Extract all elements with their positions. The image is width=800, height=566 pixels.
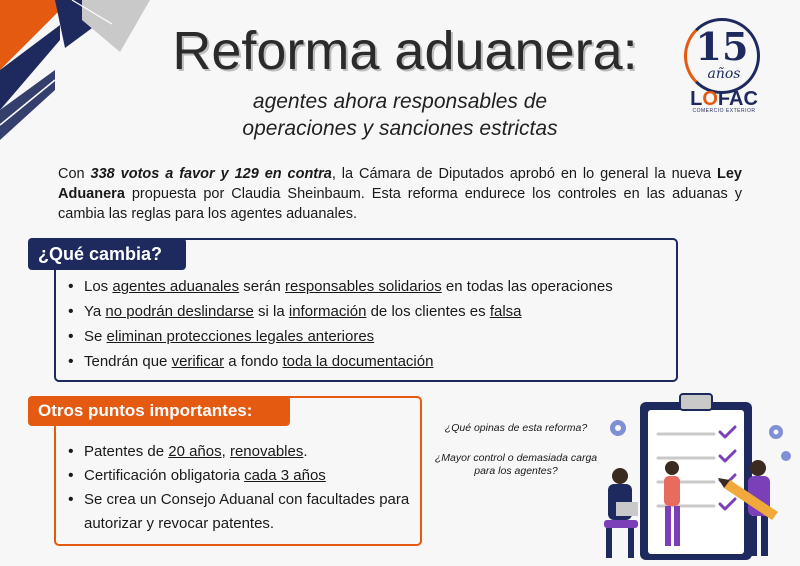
list-item: • Patentes de 20 años, renovables. — [62, 440, 412, 464]
subtitle-line-2: operaciones y sanciones estrictas — [242, 117, 558, 140]
page-subtitle — [190, 88, 610, 142]
logo-brand: LOFAC — [690, 88, 758, 110]
intro-paragraph: Con 338 votos a favor y 129 en contra, la Cámara de Diputados aprobó en lo general la nueva Ley Aduanera propuesta por Claudia Sheinbaum. Esta reforma endurece los controles en las aduanas y cambia las reglas para los agentes aduanales. — [58, 166, 742, 222]
decorative-corner — [0, 0, 160, 160]
list-item: • Los agentes aduanales serán responsables solidarios en todas las operaciones — [62, 274, 672, 299]
vote-count: 338 votos a favor y 129 en contra — [90, 166, 332, 182]
other-points-list — [62, 440, 412, 536]
question-opinion: ¿Qué opinas de esta reforma? — [444, 422, 588, 434]
section-what-changes-header: ¿Qué cambia? — [28, 238, 186, 270]
logo-years: años — [707, 66, 741, 82]
checklist-clipboard-illustration — [596, 384, 800, 564]
page-title: Reforma aduanera: — [172, 21, 638, 81]
list-item: • Certificación obligatoria cada 3 años — [62, 464, 412, 488]
question-control: ¿Mayor control o demasiada carga para los agentes? — [434, 452, 598, 477]
logo-tagline: COMERCIO EXTERIOR — [692, 108, 756, 114]
what-changes-list — [62, 274, 672, 374]
logo-number: 15 — [695, 24, 749, 69]
list-item: • Se crea un Consejo Aduanal con facultades para autorizar y revocar patentes. — [62, 488, 412, 536]
subtitle-line-1: agentes ahora responsables de — [252, 90, 548, 113]
list-item: • Se eliminan protecciones legales anteriores — [62, 324, 672, 349]
list-item: • Tendrán que verificar a fondo toda la documentación — [62, 349, 672, 374]
law-name: Ley Aduanera — [58, 166, 742, 202]
list-item: • Ya no podrán deslindarse si la información de los clientes es falsa — [62, 299, 672, 324]
section-other-points-header: Otros puntos importantes: — [28, 396, 290, 426]
lofac-logo — [682, 18, 766, 114]
